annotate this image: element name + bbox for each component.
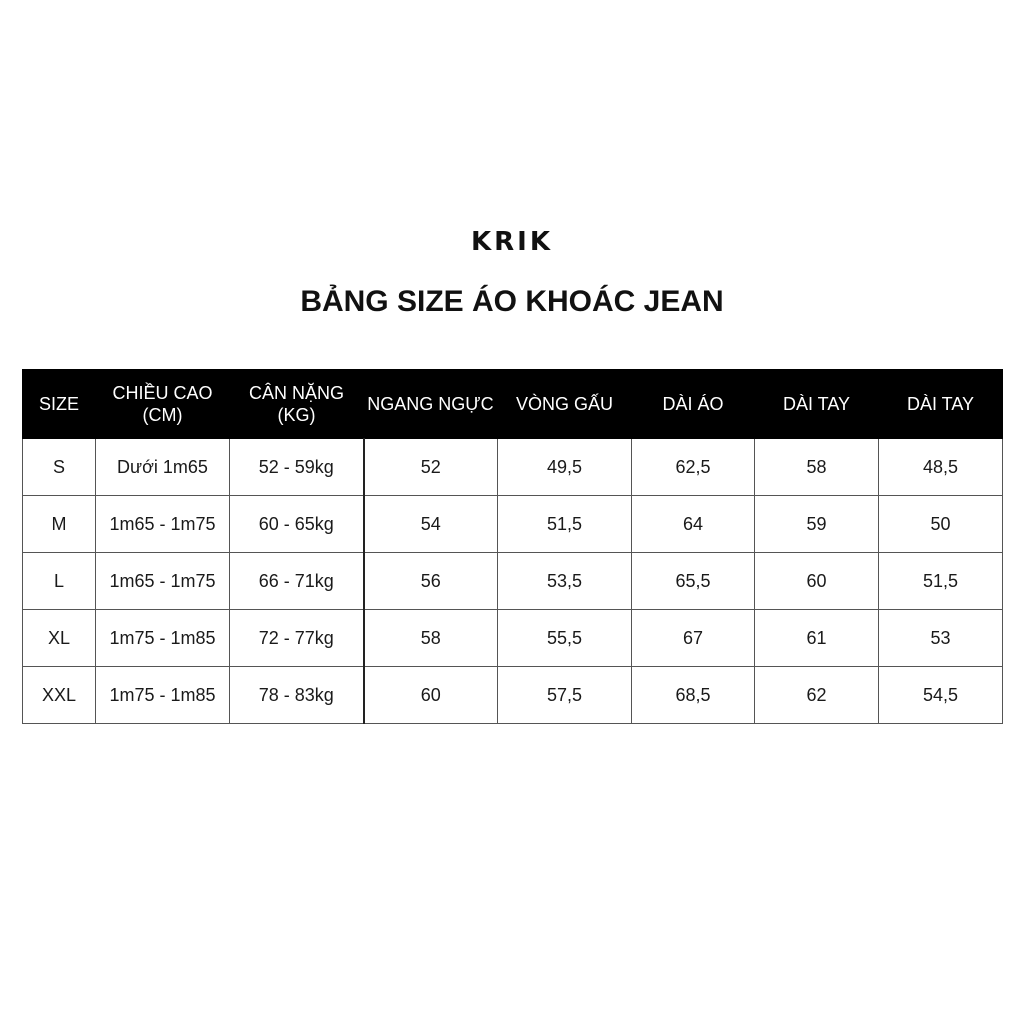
table-cell: 53: [879, 610, 1003, 667]
table-cell: 56: [364, 553, 498, 610]
brand-logo: KRIK: [471, 227, 553, 257]
table-cell: 50: [879, 496, 1003, 553]
table-cell: 78 - 83kg: [230, 667, 364, 724]
header-shirt-length-label: DÀI ÁO: [662, 394, 724, 414]
table-cell: 72 - 77kg: [230, 610, 364, 667]
header-sleeve-length-2: [879, 370, 1003, 439]
table-cell: 49,5: [498, 439, 632, 496]
table-row: [23, 667, 1003, 724]
header-height: [96, 370, 230, 439]
header-chest-label: NGANG NGỰC: [367, 394, 494, 414]
header-size-label: SIZE: [38, 394, 79, 414]
table-cell: 1m75 - 1m85: [96, 667, 230, 724]
table-cell: 1m65 - 1m75: [96, 553, 230, 610]
header-size: [23, 370, 96, 439]
table-cell: L: [23, 553, 96, 610]
table-cell: 48,5: [879, 439, 1003, 496]
header-sleeve-length-2-label: DÀI TAY: [906, 394, 975, 414]
header-chest: [364, 370, 498, 439]
header-hem: [498, 370, 632, 439]
table-row: [23, 553, 1003, 610]
table-cell: 1m75 - 1m85: [96, 610, 230, 667]
table-cell: 53,5: [498, 553, 632, 610]
table-cell: 66 - 71kg: [230, 553, 364, 610]
table-cell: 60: [364, 667, 498, 724]
table-cell: Dưới 1m65: [96, 439, 230, 496]
table-row: [23, 496, 1003, 553]
page-title: BẢNG SIZE ÁO KHOÁC JEAN: [300, 285, 724, 318]
header-weight-label: CÂN NẶNG: [248, 383, 344, 403]
table-cell: 62,5: [632, 439, 755, 496]
table-cell: 61: [755, 610, 879, 667]
header-weight: [230, 370, 364, 439]
table-row: [23, 439, 1003, 496]
table-cell: S: [23, 439, 96, 496]
table-cell: 1m65 - 1m75: [96, 496, 230, 553]
table-cell: 60: [755, 553, 879, 610]
header-hem-label: VÒNG GẤU: [515, 394, 613, 414]
table-cell: 67: [632, 610, 755, 667]
header-sleeve-length-label: DÀI TAY: [782, 394, 851, 414]
table-row: [23, 610, 1003, 667]
table-cell: 52 - 59kg: [230, 439, 364, 496]
table-cell: M: [23, 496, 96, 553]
table-cell: 51,5: [879, 553, 1003, 610]
table-cell: 52: [364, 439, 498, 496]
table-header-row: [23, 370, 1003, 439]
table-cell: 59: [755, 496, 879, 553]
table-cell: 58: [755, 439, 879, 496]
header-height-unit: (CM): [142, 405, 183, 425]
table-cell: 65,5: [632, 553, 755, 610]
table-cell: 68,5: [632, 667, 755, 724]
table-cell: 55,5: [498, 610, 632, 667]
header-shirt-length: [632, 370, 755, 439]
table-cell: XXL: [23, 667, 96, 724]
table-cell: 51,5: [498, 496, 632, 553]
table-cell: XL: [23, 610, 96, 667]
header-sleeve-length: [755, 370, 879, 439]
header-height-label: CHIỀU CAO: [112, 383, 213, 403]
table-cell: 62: [755, 667, 879, 724]
table-cell: 64: [632, 496, 755, 553]
table-cell: 58: [364, 610, 498, 667]
table-cell: 57,5: [498, 667, 632, 724]
size-table: [22, 369, 1003, 724]
table-cell: 54,5: [879, 667, 1003, 724]
header-weight-unit: (KG): [277, 405, 316, 425]
table-cell: 54: [364, 496, 498, 553]
table-cell: 60 - 65kg: [230, 496, 364, 553]
